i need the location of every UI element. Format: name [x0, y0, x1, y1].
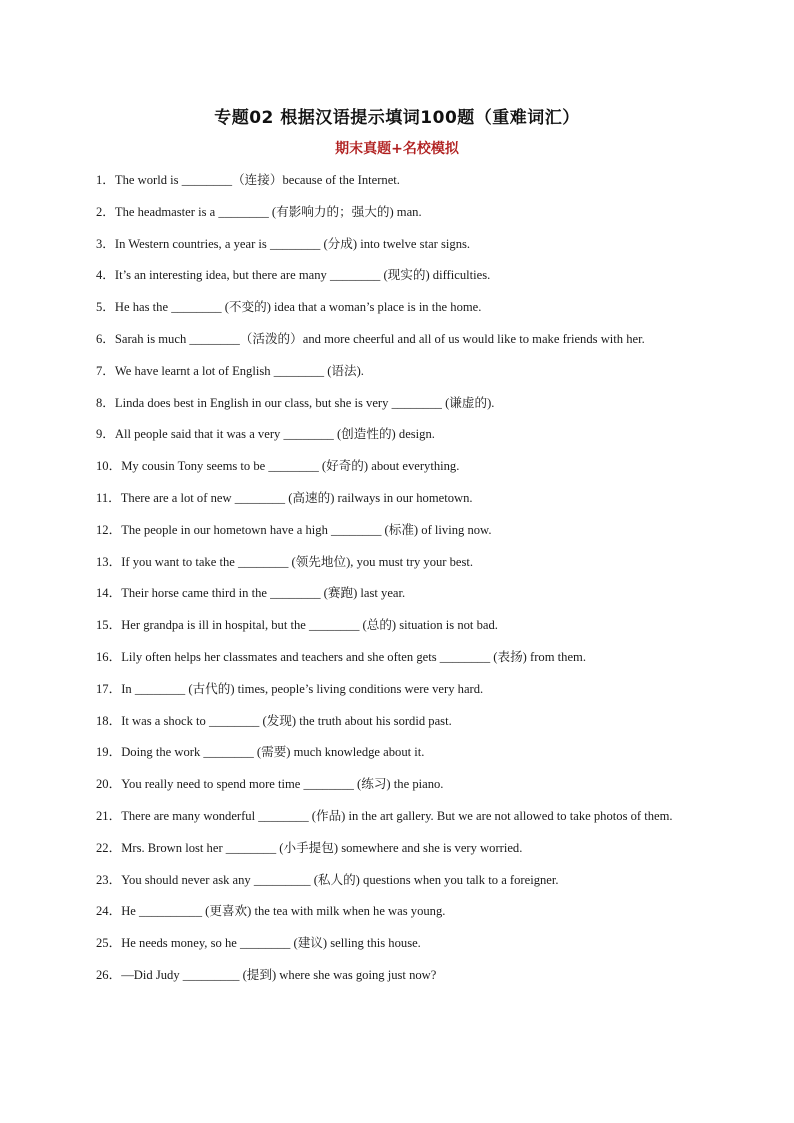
question-item: 22．Mrs. Brown lost her ________ (小手提包) somewhere and she is very worried. — [96, 840, 523, 855]
question-item: 8．Linda does best in English in our class, but she is very ________ (谦虚的). — [96, 395, 495, 410]
page-subtitle: 期末真题+名校模拟 — [335, 141, 459, 157]
question-item: 10．My cousin Tony seems to be ________ (好奇的) about everything. — [96, 459, 460, 474]
question-item: 16．Lily often helps her classmates and teachers and she often gets ________ (表扬) from them. — [96, 649, 586, 664]
question-item: 4．It’s an interesting idea, but there are many ________ (现实的) difficulties. — [96, 268, 491, 283]
question-item: 9．All people said that it was a very ________ (创造性的) design. — [96, 427, 435, 442]
question-item: 2．The headmaster is a ________ (有影响力的；强大的) man. — [96, 204, 422, 219]
question-item: 1．The world is ________（连接）because of the Internet. — [96, 173, 400, 187]
question-item: 6．Sarah is much ________（活泼的）and more cheerful and all of us would like to make friends with her. — [96, 331, 645, 346]
question-list — [96, 165, 708, 992]
page-title: 专题02 根据汉语提示填词100题（重难词汇） — [214, 108, 580, 128]
question-item: 17．In ________ (古代的) times, people’s living conditions were very hard. — [96, 681, 484, 696]
question-item: 19．Doing the work ________ (需要) much knowledge about it. — [96, 745, 425, 760]
question-item: 11．There are a lot of new ________ (高速的) railways in our hometown. — [96, 490, 473, 505]
question-item: 14．Their horse came third in the ________ (赛跑) last year. — [96, 586, 406, 601]
question-item: 23．You should never ask any _________ (私人的) questions when you talk to a foreigner. — [96, 872, 559, 887]
question-item: 25．He needs money, so he ________ (建议) selling this house. — [96, 936, 421, 951]
question-item: 15．Her grandpa is ill in hospital, but the ________ (总的) situation is not bad. — [96, 618, 498, 633]
question-item: 3．In Western countries, a year is ________ (分成) into twelve star signs. — [96, 236, 471, 251]
question-item: 24．He __________ (更喜欢) the tea with milk when he was young. — [96, 904, 446, 919]
question-item: 26．—Did Judy _________ (提到) where she was going just now? — [96, 967, 437, 982]
question-item: 7．We have learnt a lot of English ________ (语法). — [96, 363, 364, 378]
question-item: 18．It was a shock to ________ (发现) the truth about his sordid past. — [96, 713, 452, 728]
question-item: 13．If you want to take the ________ (领先地位), you must try your best. — [96, 554, 474, 569]
question-item: 20．You really need to spend more time ________ (练习) the piano. — [96, 777, 444, 792]
question-item: 5．He has the ________ (不变的) idea that a woman’s place is in the home. — [96, 300, 482, 315]
question-item: 12．The people in our hometown have a high ________ (标准) of living now. — [96, 522, 492, 537]
question-item: 21．There are many wonderful ________ (作品) in the art gallery. But we are not allowed to take photos of them. — [96, 808, 673, 823]
